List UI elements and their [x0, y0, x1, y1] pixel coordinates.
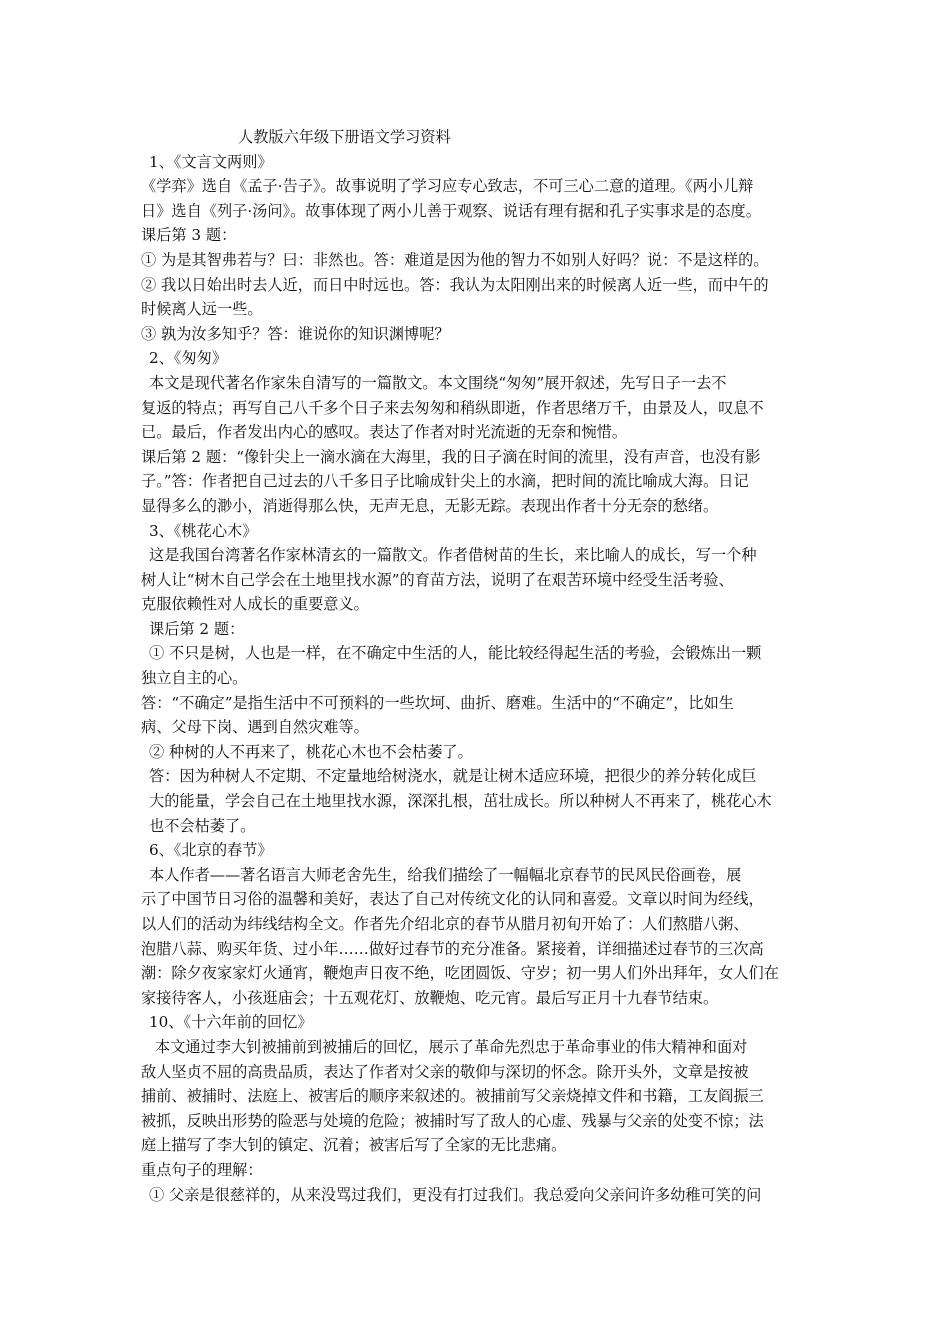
paragraph-line: ① 父亲是很慈祥的，从来没骂过我们，更没有打过我们。我总爱向父亲问许多幼稚可笑的问	[149, 1185, 762, 1204]
paragraph-line: 敌人坚贞不屈的高贵品质，表达了作者对父亲的敬仰与深切的怀念。除开头外，文章是按被	[141, 1062, 749, 1081]
section-heading: 3、《桃花心木》	[149, 521, 258, 540]
paragraph-line: 复返的特点；再写自己八千多个日子来去匆匆和稍纵即逝，作者思绪万千，由景及人，叹息不	[141, 398, 764, 417]
section-heading: 10、《十六年前的回忆》	[149, 1013, 313, 1032]
paragraph-line: ② 种树的人不再来了，桃花心木也不会枯萎了。	[149, 742, 473, 761]
paragraph-line: 答：“不确定”是指生活中不可预料的一些坎坷、曲折、磨难。生活中的“不确定”，比如生	[141, 693, 734, 712]
paragraph-line: 子。”答：作者把自己过去的八千多日子比喻成针尖上的水滴，把时间的流比喻成大海。日记	[141, 472, 749, 491]
paragraph-line: 已。最后，作者发出内心的感叹。表达了作者对时光流逝的无奈和惋惜。	[141, 423, 627, 442]
paragraph-line: 被抓，反映出形势的险恶与处境的危险；被捕时写了敌人的心虚、残暴与父亲的处变不惊；法	[141, 1111, 764, 1130]
question-heading: 课后第 2 题：	[149, 619, 245, 638]
paragraph-line: 病、父母下岗、遇到自然灾难等。	[141, 718, 369, 737]
paragraph-line: 这是我国台湾著名作家林清玄的一篇散文。作者借树苗的生长，来比喻人的成长，写一个种	[149, 546, 757, 565]
paragraph-line: 捕前、被捕时、法庭上、被害后的顺序来叙述的。被捕前写父亲烧掉文件和书籍，工友阎振三	[141, 1087, 764, 1106]
paragraph-line: 庭上描写了李大钊的镇定、沉着；被害后写了全家的无比悲痛。	[141, 1136, 567, 1155]
paragraph-line: 以人们的活动为纬线结构全文。作者先介绍北京的春节从腊月初旬开始了：人们熬腊八粥、	[141, 915, 749, 933]
section-heading: 1、《文言文两则》	[149, 152, 273, 171]
question-heading: 课后第 3 题：	[141, 226, 237, 245]
paragraph-line: 日》选自《列子·汤问》。故事体现了两小儿善于观察、说话有理有据和孔子实事求是的态度。	[141, 201, 761, 220]
paragraph-line: 时候离人远一些。	[141, 300, 263, 319]
paragraph-line: ① 不只是树，人也是一样，在不确定中生活的人，能比较经得起生活的考验，会锻炼出一颗	[149, 644, 762, 663]
paragraph-line: 家接待客人，小孩逛庙会；十五观花灯、放鞭炮、吃元宵。最后写正月十九春节结束。	[141, 988, 719, 1007]
document-body	[141, 125, 815, 1207]
document-title: 人教版六年级下册语文学习资料	[238, 128, 451, 146]
paragraph-line: 树人让“树木自己学会在土地里找水源”的育苗方法，说明了在艰苦环境中经受生活考验、	[141, 570, 734, 589]
paragraph-line: 泡腊八蒜、购买年货、过小年……做好过春节的充分准备。紧接着，详细描述过春节的三次高	[141, 939, 764, 958]
section-heading: 6、《北京的春节》	[149, 841, 273, 860]
section-heading: 2、《匆匆》	[149, 349, 228, 368]
paragraph-line: 也不会枯萎了。	[149, 816, 256, 835]
paragraph-line: 《学弈》选自《孟子·告子》。故事说明了学习应专心致志，不可三心二意的道理。《两小儿辩	[141, 177, 754, 196]
paragraph-line: 大的能量，学会自己在土地里找水源，深深扎根，茁壮成长。所以种树人不再来了，桃花心木	[149, 792, 772, 811]
paragraph-line: 示了中国节日习俗的温馨和美好，表达了自己对传统文化的认同和喜爱。文章以时间为经线，	[141, 890, 764, 909]
paragraph-line: 本文是现代著名作家朱自清写的一篇散文。本文围绕“匆匆”展开叙述，先写日子一去不	[149, 373, 727, 392]
paragraph-line: ① 为是其智弗若与？曰：非然也。答：难道是因为他的智力不如别人好吗？说：不是这样的。	[141, 250, 769, 269]
paragraph-line: 课后第 2 题：“像针尖上一滴水滴在大海里，我的日子滴在时间的流里，没有声音，也没有影	[141, 447, 761, 466]
paragraph-line: 本人作者——著名语言大师老舍先生，给我们描绘了一幅幅北京春节的民风民俗画卷，展	[149, 865, 742, 884]
paragraph-line: ③ 孰为汝多知乎？答：谁说你的知识渊博呢？	[141, 324, 450, 343]
question-heading: 重点句子的理解：	[141, 1160, 263, 1179]
paragraph-line: 本文通过李大钊被捕前到被捕后的回忆，展示了革命先烈忠于革命事业的伟大精神和面对	[155, 1037, 748, 1056]
paragraph-line: 克服依赖性对人成长的重要意义。	[141, 595, 369, 614]
paragraph-line: ② 我以日始出时去人近，而日中时远也。答：我认为太阳刚出来的时候离人近一些，而中午的	[141, 275, 769, 294]
paragraph-line: 显得多么的渺小，消逝得那么快，无声无息，无影无踪。表现出作者十分无奈的愁绪。	[141, 496, 719, 515]
paragraph-line: 潮：除夕夜家家灯火通宵，鞭炮声日夜不绝，吃团圆饭、守岁；初一男人们外出拜年，女人们在	[141, 964, 779, 983]
paragraph-line: 答：因为种树人不定期、不定量地给树浇水，就是让树木适应环境，把很少的养分转化成巨	[149, 767, 757, 786]
paragraph-line: 独立自主的心。	[141, 669, 248, 688]
